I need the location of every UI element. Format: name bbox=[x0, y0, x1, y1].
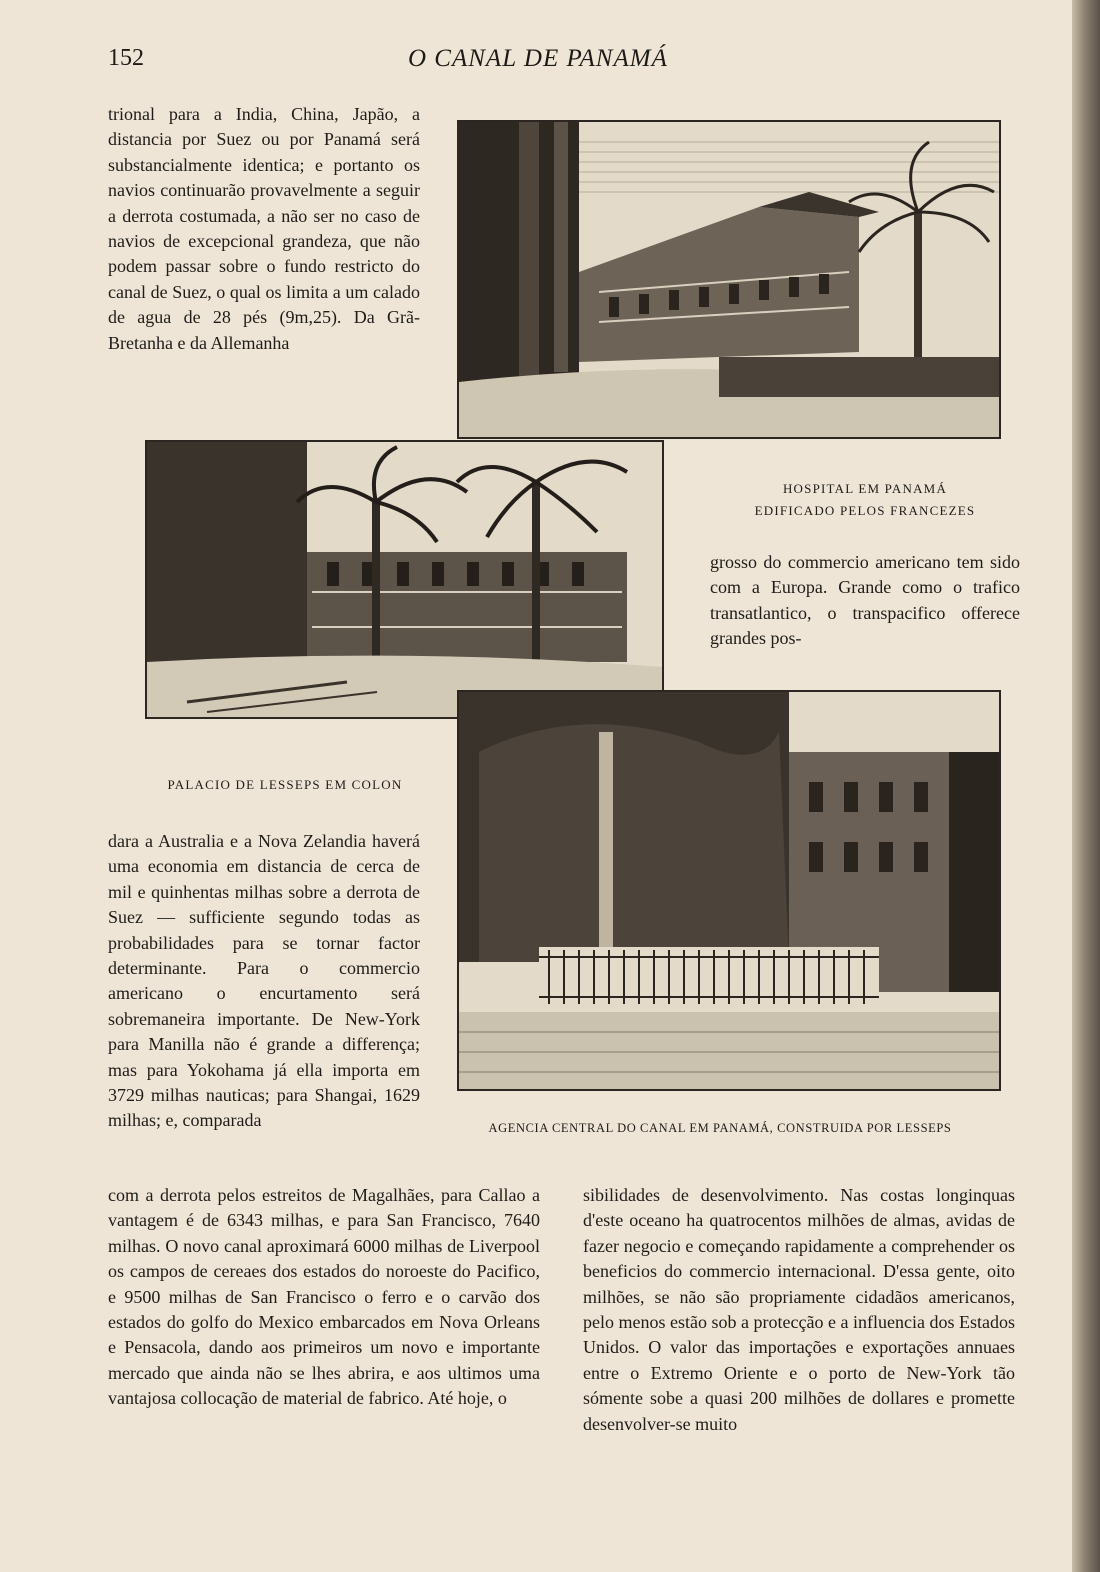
palacio-engraving bbox=[147, 442, 662, 717]
paragraph: grosso do commercio americano tem sido com a Europa. Grande como o trafico transatlantico, o transpacifico offerece grandes pos- bbox=[710, 552, 1020, 649]
paragraph: dara a Australia e a Nova Zelandia haverá uma economia em distancia de cerca de mil e quinhentas milhas sobre a derrota de Suez — sufficiente segundo todas as probabilidades para se tornar factor determinante. Para o commercio americano o encurtamento será sobremaneira importante. De New-York para Manilla não é grande a differença; mas para Yokohama já ella importa em 3729 milhas nauticas; para Shangai, 1629 milhas; e, comparada bbox=[108, 831, 420, 1131]
caption-line: HOSPITAL EM PANAMÁ bbox=[782, 481, 948, 496]
caption-line: PALACIO DE LESSEPS EM COLON bbox=[167, 777, 403, 792]
text-col2-bottom bbox=[583, 1183, 1015, 1437]
caption-line: EDIFICADO PELOS FRANCEZES bbox=[754, 503, 976, 518]
caption-hospital bbox=[700, 478, 1030, 522]
paragraph: trional para a India, China, Japão, a distancia por Suez ou por Panamá será substancialmente identica; e portanto os navios continuarão provavelmente a seguir a derrota costumada, a não ser no caso de navios de excepcional grandeza, que não podem passar sobre o fundo restricto do canal de Suez, o qual os limita a um calado de agua de 28 pés (9m,25). Da Grã-Bretanha e da Allemanha bbox=[108, 104, 420, 353]
paragraph: com a derrota pelos estreitos de Magalhães, para Callao a vantagem é de 6343 milhas, e para San Francisco, 7640 milhas. O novo canal aproximará 6000 milhas de Liverpool os campos de cereaes dos estados do noroeste do Pacifico, e 9500 milhas de San Francisco o ferro e o carvão dos estados do golfo do Mexico embarcados em Nova Orleans e Pensacola, dando aos primeiros um novo e importante mercado que ainda não se lhes abrira, e aos ultimos uma vantajosa collocação de material de fabrico. Até hoje, o bbox=[108, 1185, 540, 1409]
caption-palacio bbox=[140, 774, 430, 796]
page-number: 152 bbox=[108, 45, 144, 71]
illustration-agencia bbox=[457, 690, 1001, 1091]
page-edge bbox=[1072, 0, 1100, 1572]
text-col1-bottom bbox=[108, 1183, 540, 1412]
text-col1-top bbox=[108, 102, 420, 356]
agencia-engraving bbox=[459, 692, 999, 1089]
caption-agencia bbox=[425, 1117, 1015, 1139]
running-title: O CANAL DE PANAMÁ bbox=[408, 45, 668, 72]
illustration-hospital bbox=[457, 120, 1001, 439]
text-col2-mid bbox=[710, 550, 1020, 652]
page-header bbox=[108, 45, 1008, 85]
caption-line: AGENCIA CENTRAL DO CANAL EM PANAMÁ, CONSTRUIDA POR LESSEPS bbox=[488, 1121, 952, 1135]
hospital-engraving bbox=[459, 122, 999, 437]
text-col1-mid bbox=[108, 829, 420, 1134]
illustration-palacio bbox=[145, 440, 664, 719]
paragraph: sibilidades de desenvolvimento. Nas costas longinquas d'este oceano ha quatrocentos milhões de almas, avidas de fazer negocio e começando rapidamente a comprehender os beneficios do commercio internacional. D'essa gente, oito milhões, se não são propriamente cidadãos americanos, pelo menos estão sob a protecção e a influencia dos Estados Unidos. O valor das importações e exportações annuaes entre o Extremo Oriente e o porto de New-York tão sómente sobe a quasi 200 milhões de dollares e promette desenvolver-se muito bbox=[583, 1185, 1015, 1434]
